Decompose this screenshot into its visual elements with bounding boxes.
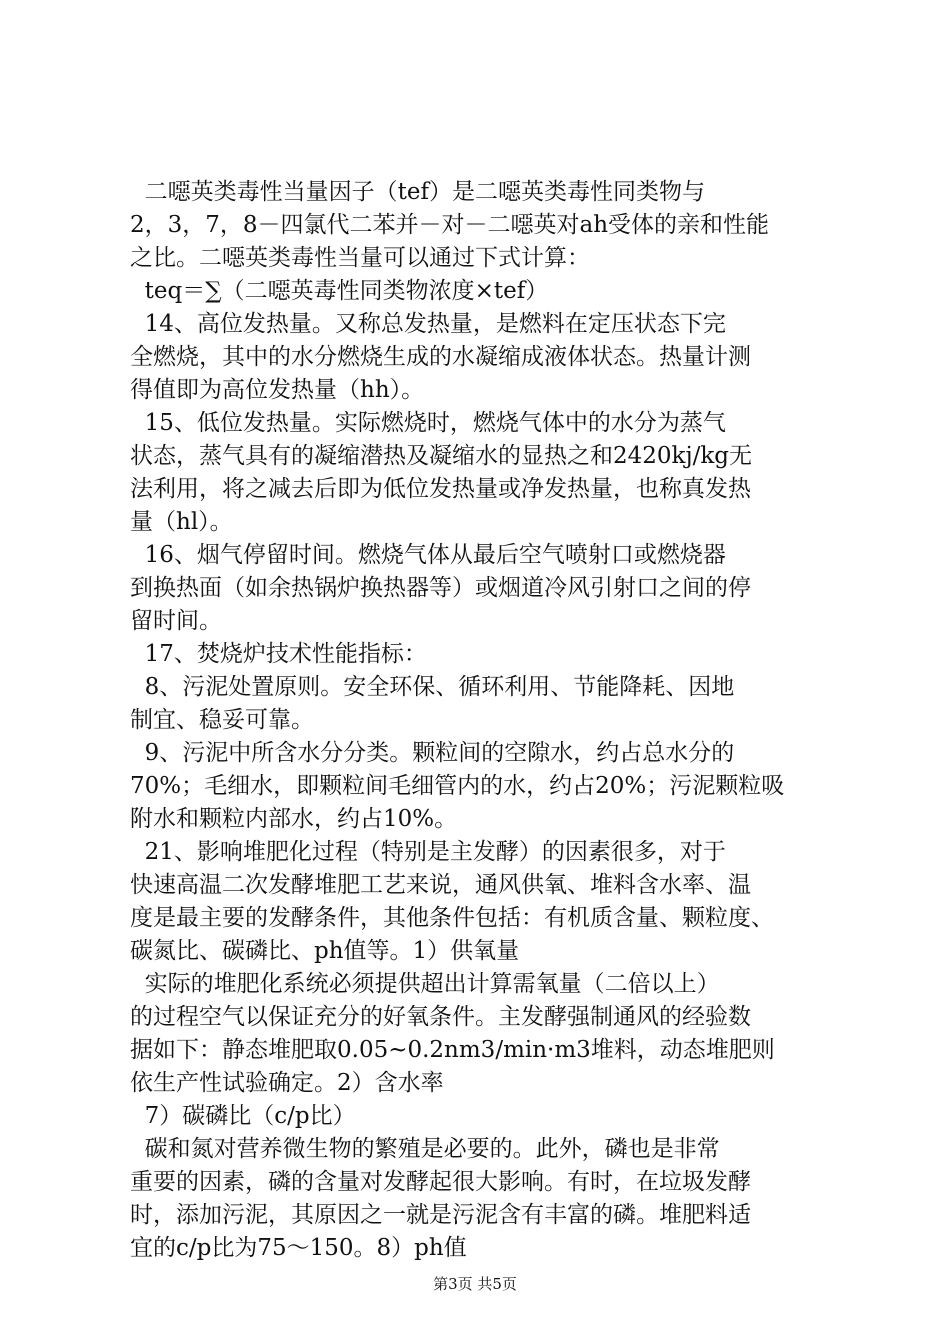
text-line: 14、高位发热量。又称总发热量，是燃料在定压状态下完 [130,311,726,337]
text-line: teq＝∑（二噁英毒性同类物浓度×tef） [130,278,549,304]
text-line: 17、焚烧炉技术性能指标： [130,641,427,667]
text-line: 之比。二噁英类毒性当量可以通过下式计算： [130,245,590,271]
text-line: 度是最主要的发酵条件，其他条件包括：有机质含量、颗粒度、 [130,905,774,931]
text-line: 7）碳磷比（c/p比） [130,1103,356,1129]
text-line: 到换热面（如余热锅炉换热器等）或烟道冷风引射口之间的停 [130,575,751,601]
text-line: 量（hl）。 [130,509,233,535]
text-line: 全燃烧，其中的水分燃烧生成的水凝缩成液体状态。热量计测 [130,344,751,370]
text-line: 实际的堆肥化系统必须提供超出计算需氧量（二倍以上） [130,971,720,997]
text-line: 宜的c/p比为75～150。8）ph值 [130,1235,467,1261]
text-line: 二噁英类毒性当量因子（tef）是二噁英类毒性同类物与 [130,179,705,205]
text-line: 9、污泥中所含水分分类。颗粒间的空隙水，约占总水分的 [130,740,735,766]
text-line: 21、影响堆肥化过程（特别是主发酵）的因素很多，对于 [130,839,726,865]
text-line: 碳和氮对营养微生物的繁殖是必要的。此外，磷也是非常 [130,1136,720,1162]
text-line: 依生产性试验确定。2）含水率 [130,1070,444,1096]
text-line: 附水和颗粒内部水，约占10%。 [130,806,458,832]
text-line: 8、污泥处置原则。安全环保、循环利用、节能降耗、因地 [130,674,735,700]
text-line: 法利用，将之减去后即为低位发热量或净发热量，也称真发热 [130,476,751,502]
text-line: 2，3，7，8－四氯代二苯并－对－二噁英对ah受体的亲和性能 [130,212,770,238]
text-line: 重要的因素，磷的含量对发酵起很大影响。有时，在垃圾发酵 [130,1169,751,1195]
text-line: 时，添加污泥，其原因之一就是污泥含有丰富的磷。堆肥料适 [130,1202,751,1228]
page-number-footer: 第3页 共5页 [433,1275,517,1293]
text-line: 的过程空气以保证充分的好氧条件。主发酵强制通风的经验数 [130,1004,751,1030]
text-line: 据如下：静态堆肥取0.05~0.2nm3/min·m3堆料，动态堆肥则 [130,1037,775,1063]
text-line: 碳氮比、碳磷比、ph值等。1）供氧量 [130,938,520,964]
body-text [130,176,830,1265]
text-line: 制宜、稳妥可靠。 [130,707,314,733]
text-line: 16、烟气停留时间。燃烧气体从最后空气喷射口或燃烧器 [130,542,726,568]
text-line: 15、低位发热量。实际燃烧时，燃烧气体中的水分为蒸气 [130,410,726,436]
text-line: 留时间。 [130,608,222,634]
text-line: 状态，蒸气具有的凝缩潜热及凝缩水的显热之和2420kj/kg无 [130,443,753,469]
text-line: 快速高温二次发酵堆肥工艺来说，通风供氧、堆料含水率、温 [130,872,751,898]
text-line: 得值即为高位发热量（hh）。 [130,377,425,403]
text-line: 70%；毛细水，即颗粒间毛细管内的水，约占20%；污泥颗粒吸 [130,773,785,799]
